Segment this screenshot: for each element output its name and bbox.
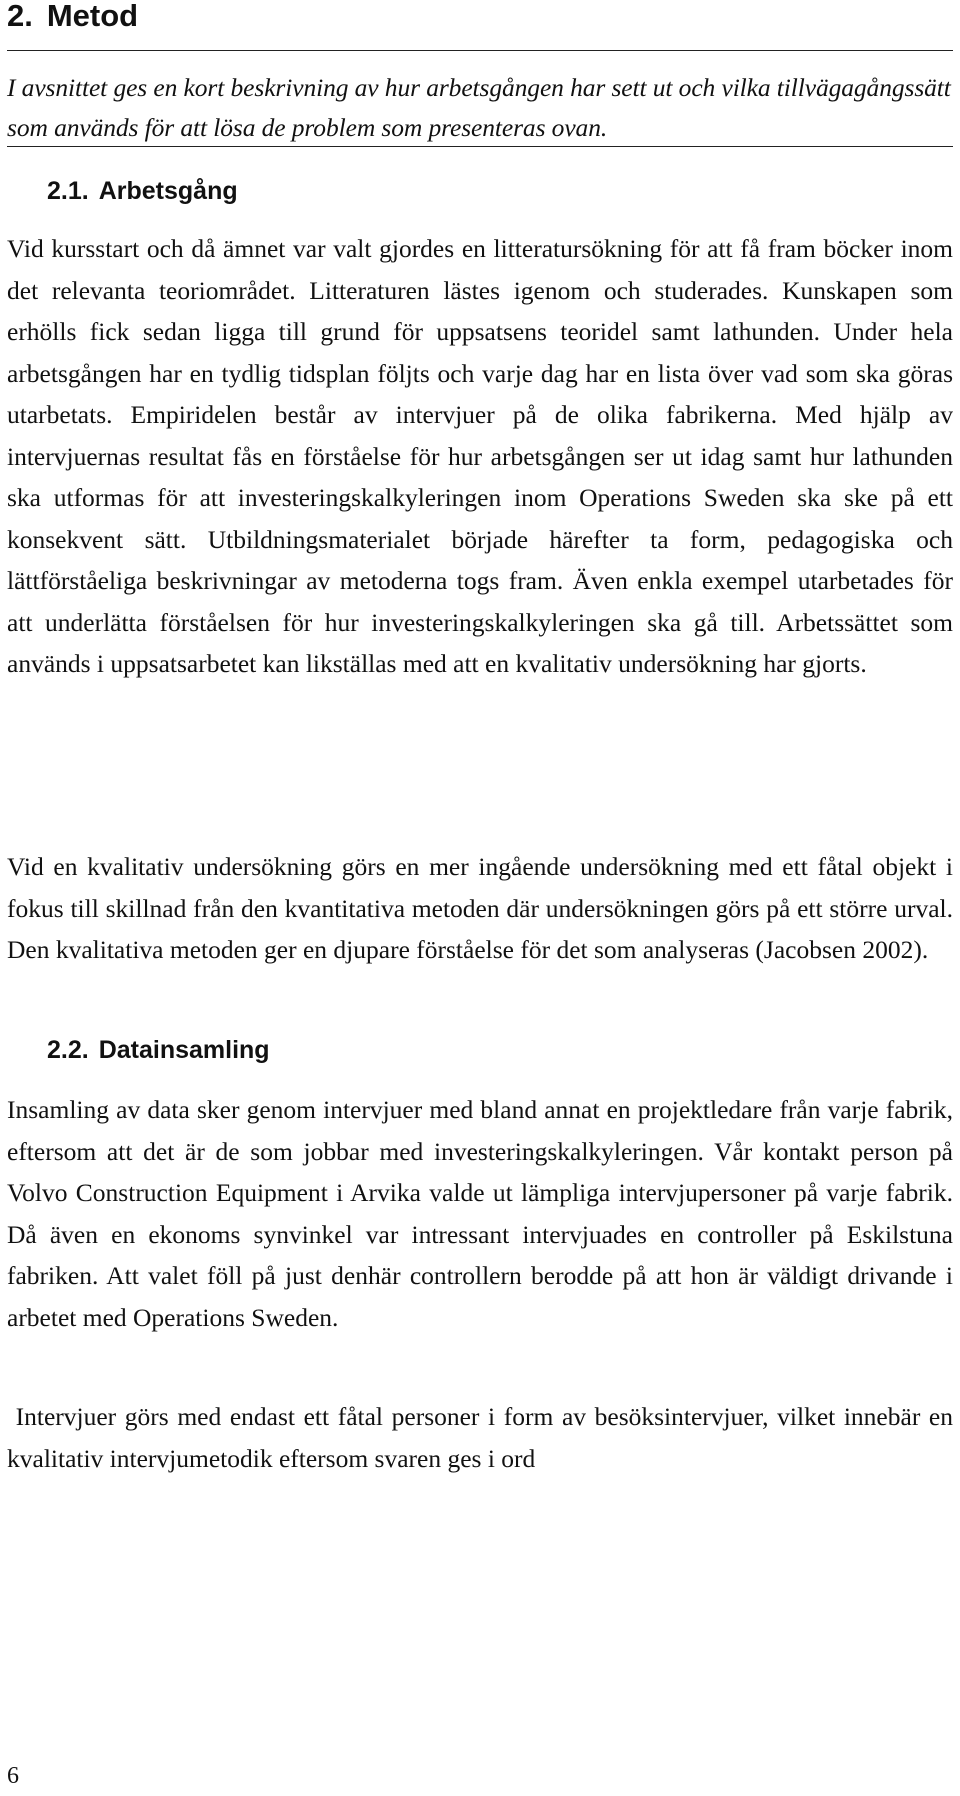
section-number: 2.1.: [47, 177, 89, 205]
chapter-number: 2.: [7, 0, 33, 33]
intro-top-rule: [7, 50, 953, 51]
chapter-title: Metod: [46, 0, 139, 33]
body-paragraph: Vid en kvalitativ undersökning görs en mer ingående undersökning med ett fåtal objekt i fokus till skillnad från den kvantitativa metoden där undersökningen görs på ett större urval. Den kvalitativa metoden ger en djupare förståelse för det som analyseras (Jacobsen 2002).: [7, 852, 953, 964]
body-paragraph: Insamling av data sker genom intervjuer med bland annat en projektledare från varje fabrik, eftersom att det är de som jobbar med investeringskalkyleringen. Vår kontakt person på Volvo Construction Equipment i Arvika valde ut lämpliga intervjupersoner på varje fabrik. Då även en ekonoms synvinkel var intressant intervjuades en controller på Eskilstuna fabriken. Att valet föll på just denhär controllern berodde på att hon är väldigt drivande i arbetet med Operations Sweden.: [7, 1095, 953, 1332]
section-title: Arbetsgång: [98, 177, 238, 205]
chapter-heading: [7, 0, 138, 32]
intro-bottom-rule: [7, 146, 953, 147]
body-paragraph: Intervjuer görs med endast ett fåtal personer i form av besöksintervjuer, vilket innebär en kvalitativ intervjumetodik eftersom svaren ges i ord: [7, 1402, 960, 1473]
body-paragraph: Vid kursstart och då ämnet var valt gjordes en litteratursökning för att få fram böcker inom det relevanta teoriområdet. Litteraturen lästes igenom och studerades. Kunskapen som erhölls fick sedan ligga till grund för uppsatsens teoridel samt lathunden. Under hela arbetsgången har en tydlig tidsplan följts och varje dag har en lista över vad som ska göras utarbetats. Empiridelen består av intervjuer på de olika fabrikerna. Med hjälp av intervjuernas resultat fås en förståelse för hur arbetsgången ser ut idag samt hur lathunden ska utformas för att investeringskalkyleringen inom Operations Sweden ska ske på ett konsekvent sätt. Utbildningsmaterialet började härefter ta form, pedagogiska och lättförståeliga beskrivningar av metoderna togs fram. Även enkla exempel utarbetades för att underlätta förståelsen för hur investeringskalkyleringen ska gå till. Arbetssättet som används i uppsatsarbetet kan likställas med att en kvalitativ undersökning har gjorts.: [7, 234, 953, 678]
section-heading-datainsamling: [47, 1035, 270, 1065]
page-number: 6: [7, 1763, 19, 1789]
chapter-intro: I avsnittet ges en kort beskrivning av hur arbetsgången har sett ut och vilka tillvägagångssätt som används för att lösa de problem som presenteras ovan.: [7, 73, 951, 142]
section-number: 2.2.: [47, 1036, 89, 1064]
section-title: Datainsamling: [98, 1036, 270, 1064]
section-heading-arbetsgang: [47, 176, 238, 206]
